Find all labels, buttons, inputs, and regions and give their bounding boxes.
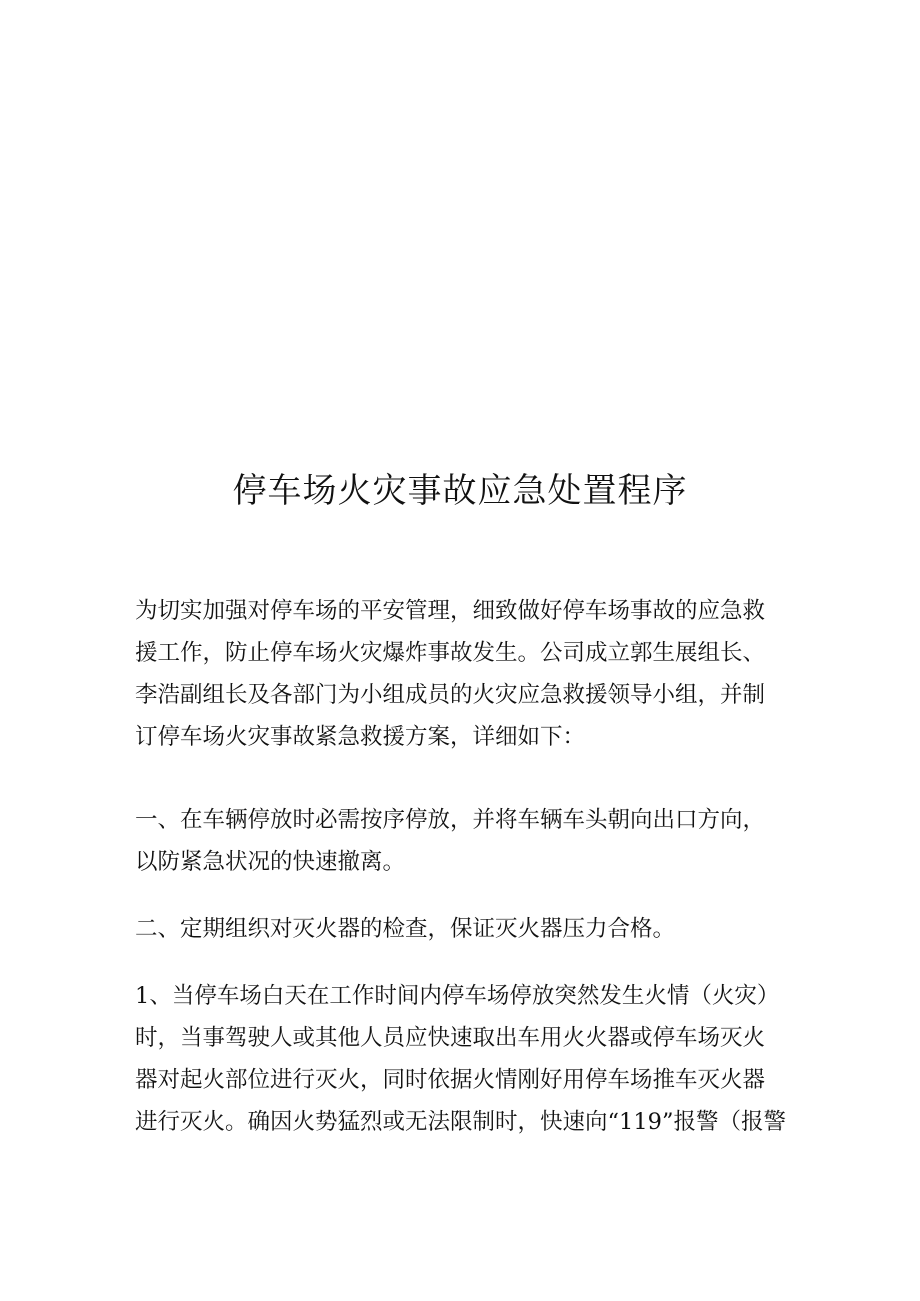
paragraph-line: 二、定期组织对灭火器的检查，保证灭火器压力合格。: [135, 916, 676, 942]
paragraph-intro: [135, 590, 785, 758]
paragraph-line: 援工作，防止停车场火灾爆炸事故发生。公司成立郭生展组长、: [135, 640, 766, 666]
paragraph-line: 一、在车辆停放时必需按序停放，并将车辆车头朝向出口方向，: [135, 807, 766, 833]
paragraph-line: 李浩副组长及各部门为小组成员的火灾应急救援领导小组，并制: [135, 682, 766, 708]
paragraph-subitem-one: [135, 975, 785, 1143]
paragraph-line: 进行灭火。确因火势猛烈或无法限制时，快速向“119”报警（报警: [135, 1109, 786, 1135]
paragraph-line: 订停车场火灾事故紧急救援方案，详细如下：: [135, 724, 586, 750]
paragraph-item-two: [135, 908, 785, 950]
paragraph-line: 时，当事驾驶人或其他人员应快速取出车用火火器或停车场灭火: [135, 1025, 766, 1051]
paragraph-line: 以防紧急状况的快速撤离。: [135, 849, 406, 875]
paragraph-line: 1、当停车场白天在工作时间内停车场停放突然发生火情（火灾）: [135, 983, 780, 1009]
paragraph-item-one: [135, 799, 785, 883]
document-title: 停车场火灾事故应急处置程序: [232, 471, 688, 511]
paragraph-line: 为切实加强对停车场的平安管理，细致做好停车场事故的应急救: [135, 598, 766, 624]
paragraph-line: 器对起火部位进行灭火，同时依据火情刚好用停车场推车灭火器: [135, 1067, 766, 1093]
